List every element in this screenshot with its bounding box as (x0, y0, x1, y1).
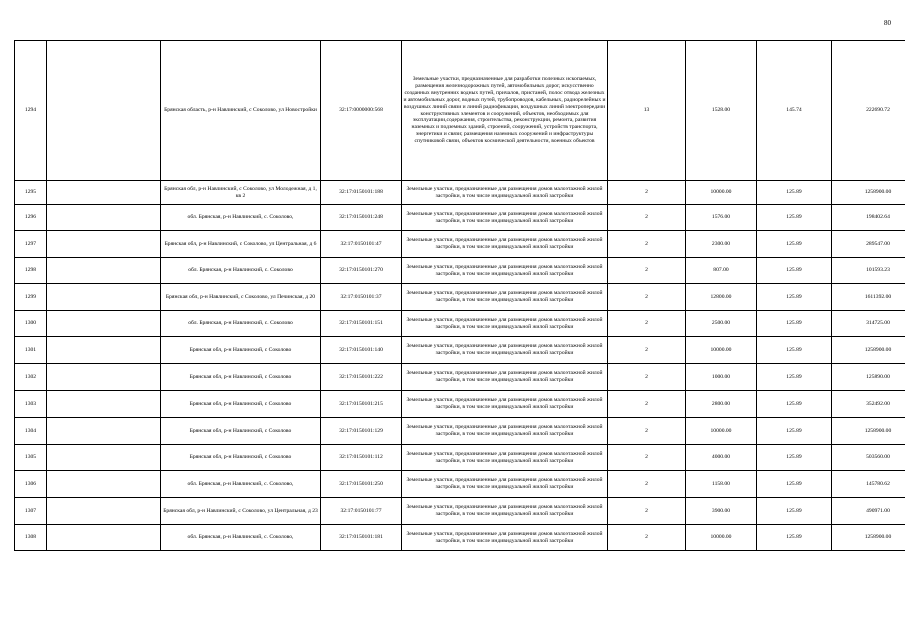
empty-cell (47, 364, 161, 391)
area-cell: 1158.00 (686, 471, 757, 498)
cadastral-value-cell: 289547.00 (832, 231, 905, 258)
rate-cell: 125.89 (757, 205, 832, 231)
row-number-cell: 1303 (15, 391, 47, 418)
group-cell: 2 (608, 445, 686, 471)
empty-cell (47, 525, 161, 551)
cadastral-number-cell: 32:17:0150101:222 (321, 364, 402, 391)
page-number: 80 (884, 19, 891, 27)
cadastral-number-cell: 32:17:0000000:568 (321, 41, 402, 181)
area-cell: 4000.00 (686, 445, 757, 471)
address-cell: Брянская обл, р-н Навлинский, с Соколово (161, 445, 321, 471)
cadastral-value-cell: 222690.72 (832, 41, 905, 181)
address-cell: Брянская обл, р-н Навлинский, с Соколово, ул Центральная, д 6 (161, 231, 321, 258)
table-row (15, 311, 905, 337)
cadastral-number-cell: 32:17:0150101:188 (321, 181, 402, 205)
area-cell: 10000.00 (686, 337, 757, 364)
table-body (15, 41, 905, 551)
area-cell: 1000.00 (686, 364, 757, 391)
address-cell: Брянская обл, р-н Навлинский, с Соколово (161, 391, 321, 418)
area-cell: 2500.00 (686, 311, 757, 337)
area-cell: 2800.00 (686, 391, 757, 418)
row-number-cell: 1297 (15, 231, 47, 258)
cadastral-number-cell: 32:17:0150101:140 (321, 337, 402, 364)
cadastral-number-cell: 32:17:0150101:215 (321, 391, 402, 418)
cadastral-value-cell: 503560.00 (832, 445, 905, 471)
row-number-cell: 1302 (15, 364, 47, 391)
table-row (15, 498, 905, 525)
area-cell: 10000.00 (686, 418, 757, 445)
table-row (15, 418, 905, 445)
empty-cell (47, 311, 161, 337)
cadastral-value-cell: 314725.00 (832, 311, 905, 337)
group-cell: 2 (608, 258, 686, 284)
empty-cell (47, 337, 161, 364)
rate-cell: 125.89 (757, 311, 832, 337)
cadastral-value-cell: 145780.62 (832, 471, 905, 498)
area-cell: 1576.00 (686, 205, 757, 231)
address-cell: Брянская область, р-н Навлинский, с Соколово, ул Новостройки (161, 41, 321, 181)
group-cell: 2 (608, 525, 686, 551)
land-use-cell: Земельные участки, предназначенные для размещения домов малоэтажной жилой застройки, в том числе индивидуальной жилой застройки (402, 231, 608, 258)
rate-cell: 125.89 (757, 418, 832, 445)
empty-cell (47, 284, 161, 311)
rate-cell: 125.89 (757, 498, 832, 525)
cadastral-number-cell: 32:17:0150101:248 (321, 205, 402, 231)
rate-cell: 125.89 (757, 525, 832, 551)
address-cell: обл. Брянская, р-н Навлинский, с. Соколово (161, 258, 321, 284)
address-cell: Брянская обл, р-н Навлинский, с Соколово (161, 418, 321, 445)
land-use-cell: Земельные участки, предназначенные для размещения домов малоэтажной жилой застройки, в том числе индивидуальной жилой застройки (402, 258, 608, 284)
row-number-cell: 1307 (15, 498, 47, 525)
row-number-cell: 1301 (15, 337, 47, 364)
rate-cell: 125.89 (757, 391, 832, 418)
row-number-cell: 1295 (15, 181, 47, 205)
group-cell: 2 (608, 311, 686, 337)
address-cell: обл. Брянская, р-н Навлинский, с. Соколово, (161, 525, 321, 551)
table-row (15, 364, 905, 391)
area-cell: 1528.00 (686, 41, 757, 181)
row-number-cell: 1304 (15, 418, 47, 445)
rate-cell: 125.89 (757, 284, 832, 311)
empty-cell (47, 205, 161, 231)
address-cell: Брянская обл, р-н Навлинский, с Соколово, ул Центральная, д 23 (161, 498, 321, 525)
row-number-cell: 1296 (15, 205, 47, 231)
group-cell: 2 (608, 337, 686, 364)
group-cell: 2 (608, 231, 686, 258)
cadastral-value-cell: 198402.64 (832, 205, 905, 231)
cadastral-value-cell: 1258900.00 (832, 418, 905, 445)
land-use-cell: Земельные участки, предназначенные для размещения домов малоэтажной жилой застройки, в том числе индивидуальной жилой застройки (402, 311, 608, 337)
empty-cell (47, 231, 161, 258)
group-cell: 2 (608, 471, 686, 498)
table-row (15, 258, 905, 284)
row-number-cell: 1305 (15, 445, 47, 471)
cadastral-value-cell: 101593.23 (832, 258, 905, 284)
cadastral-value-cell: 490971.00 (832, 498, 905, 525)
cadastral-number-cell: 32:17:0150101:77 (321, 498, 402, 525)
empty-cell (47, 445, 161, 471)
land-use-cell: Земельные участки, предназначенные для размещения домов малоэтажной жилой застройки, в том числе индивидуальной жилой застройки (402, 205, 608, 231)
rate-cell: 125.89 (757, 364, 832, 391)
empty-cell (47, 471, 161, 498)
table-row (15, 231, 905, 258)
cadastral-number-cell: 32:17:0150101:270 (321, 258, 402, 284)
group-cell: 2 (608, 284, 686, 311)
address-cell: обл. Брянская, р-н Навлинский, с. Соколово, (161, 471, 321, 498)
area-cell: 807.00 (686, 258, 757, 284)
table-row (15, 471, 905, 498)
group-cell: 2 (608, 498, 686, 525)
address-cell: Брянская обл, р-н Навлинский, с Соколово (161, 364, 321, 391)
empty-cell (47, 498, 161, 525)
empty-cell (47, 258, 161, 284)
table-row (15, 525, 905, 551)
cadastral-number-cell: 32:17:0150101:181 (321, 525, 402, 551)
cadastral-number-cell: 32:17:0150101:47 (321, 231, 402, 258)
area-cell: 10000.00 (686, 181, 757, 205)
land-use-cell: Земельные участки, предназначенные для размещения домов малоэтажной жилой застройки, в том числе индивидуальной жилой застройки (402, 364, 608, 391)
land-use-cell: Земельные участки, предназначенные для размещения домов малоэтажной жилой застройки, в том числе индивидуальной жилой застройки (402, 471, 608, 498)
address-cell: Брянская обл, р-н Навлинский, с Соколово, ул Печинская, д 20 (161, 284, 321, 311)
row-number-cell: 1298 (15, 258, 47, 284)
cadastral-number-cell: 32:17:0150101:112 (321, 445, 402, 471)
rate-cell: 145.74 (757, 41, 832, 181)
rate-cell: 125.89 (757, 181, 832, 205)
cadastral-number-cell: 32:17:0150101:129 (321, 418, 402, 445)
address-cell: обл. Брянская, р-н Навлинский, с. Соколово, (161, 205, 321, 231)
address-cell: обл. Брянская, р-н Навлинский, с. Соколово (161, 311, 321, 337)
land-use-cell: Земельные участки, предназначенные для размещения домов малоэтажной жилой застройки, в том числе индивидуальной жилой застройки (402, 418, 608, 445)
group-cell: 2 (608, 391, 686, 418)
group-cell: 2 (608, 364, 686, 391)
rate-cell: 125.89 (757, 258, 832, 284)
rate-cell: 125.89 (757, 445, 832, 471)
land-use-cell: Земельные участки, предназначенные для размещения домов малоэтажной жилой застройки, в том числе индивидуальной жилой застройки (402, 181, 608, 205)
area-cell: 10000.00 (686, 525, 757, 551)
table-row (15, 445, 905, 471)
rate-cell: 125.89 (757, 337, 832, 364)
empty-cell (47, 181, 161, 205)
land-use-cell: Земельные участки, предназначенные для размещения домов малоэтажной жилой застройки, в том числе индивидуальной жилой застройки (402, 337, 608, 364)
cadastral-value-cell: 1258900.00 (832, 337, 905, 364)
group-cell: 2 (608, 205, 686, 231)
row-number-cell: 1299 (15, 284, 47, 311)
land-use-cell: Земельные участки, предназначенные для размещения домов малоэтажной жилой застройки, в том числе индивидуальной жилой застройки (402, 391, 608, 418)
row-number-cell: 1300 (15, 311, 47, 337)
group-cell: 2 (608, 418, 686, 445)
cadastral-value-cell: 1258900.00 (832, 525, 905, 551)
row-number-cell: 1308 (15, 525, 47, 551)
table-row (15, 391, 905, 418)
table-row (15, 337, 905, 364)
cadastral-value-cell: 352492.00 (832, 391, 905, 418)
table-row (15, 41, 905, 181)
table-row (15, 284, 905, 311)
cadastral-value-cell: 1611392.00 (832, 284, 905, 311)
cadastral-value-cell: 1258900.00 (832, 181, 905, 205)
area-cell: 2300.00 (686, 231, 757, 258)
empty-cell (47, 391, 161, 418)
cadastral-value-cell: 125890.00 (832, 364, 905, 391)
cadastral-number-cell: 32:17:0150101:37 (321, 284, 402, 311)
empty-cell (47, 418, 161, 445)
group-cell: 13 (608, 41, 686, 181)
cadastral-number-cell: 32:17:0150101:250 (321, 471, 402, 498)
land-registry-table (14, 40, 905, 551)
row-number-cell: 1306 (15, 471, 47, 498)
address-cell: Брянская обл, р-н Навлинский, с Соколово, ул Молодежная, д 1, кв 2 (161, 181, 321, 205)
land-use-cell: Земельные участки, предназначенные для размещения домов малоэтажной жилой застройки, в том числе индивидуальной жилой застройки (402, 445, 608, 471)
row-number-cell: 1294 (15, 41, 47, 181)
land-use-cell: Земельные участки, предназначенные для размещения домов малоэтажной жилой застройки, в том числе индивидуальной жилой застройки (402, 525, 608, 551)
land-use-cell: Земельные участки, предназначенные для размещения домов малоэтажной жилой застройки, в том числе индивидуальной жилой застройки (402, 284, 608, 311)
area-cell: 3900.00 (686, 498, 757, 525)
group-cell: 2 (608, 181, 686, 205)
rate-cell: 125.89 (757, 231, 832, 258)
table-row (15, 181, 905, 205)
empty-cell (47, 41, 161, 181)
table-row (15, 205, 905, 231)
land-use-cell: Земельные участки, предназначенные для размещения домов малоэтажной жилой застройки, в том числе индивидуальной жилой застройки (402, 498, 608, 525)
address-cell: Брянская обл, р-н Навлинский, с Соколово (161, 337, 321, 364)
cadastral-number-cell: 32:17:0150101:151 (321, 311, 402, 337)
area-cell: 12800.00 (686, 284, 757, 311)
land-use-cell: Земельные участки, предназначенные для разработки полезных ископаемых, размещения железнодорожных путей, автомобильных дорог, искусственно созданных внутренних водных путей, причалов, пристаней, полос отвода железных и автомобильных дорог, водных путей, трубопроводов, кабельных, радиорелейных и воздушных линий связи и линий радиофикации, воздушных линий электропередачи конструктивных элементов и сооружений, объектов, необходимых для эксплуатации,содержания, строительства, реконструкции, ремонта, развития наземных и подземных зданий, строений, сооружений, устройств транспорта, энергетики и связи; размещения наземных сооружений и инфраструктуры спутниковой связи, объектов космической деятельности, военных объектов (402, 41, 608, 181)
rate-cell: 125.89 (757, 471, 832, 498)
